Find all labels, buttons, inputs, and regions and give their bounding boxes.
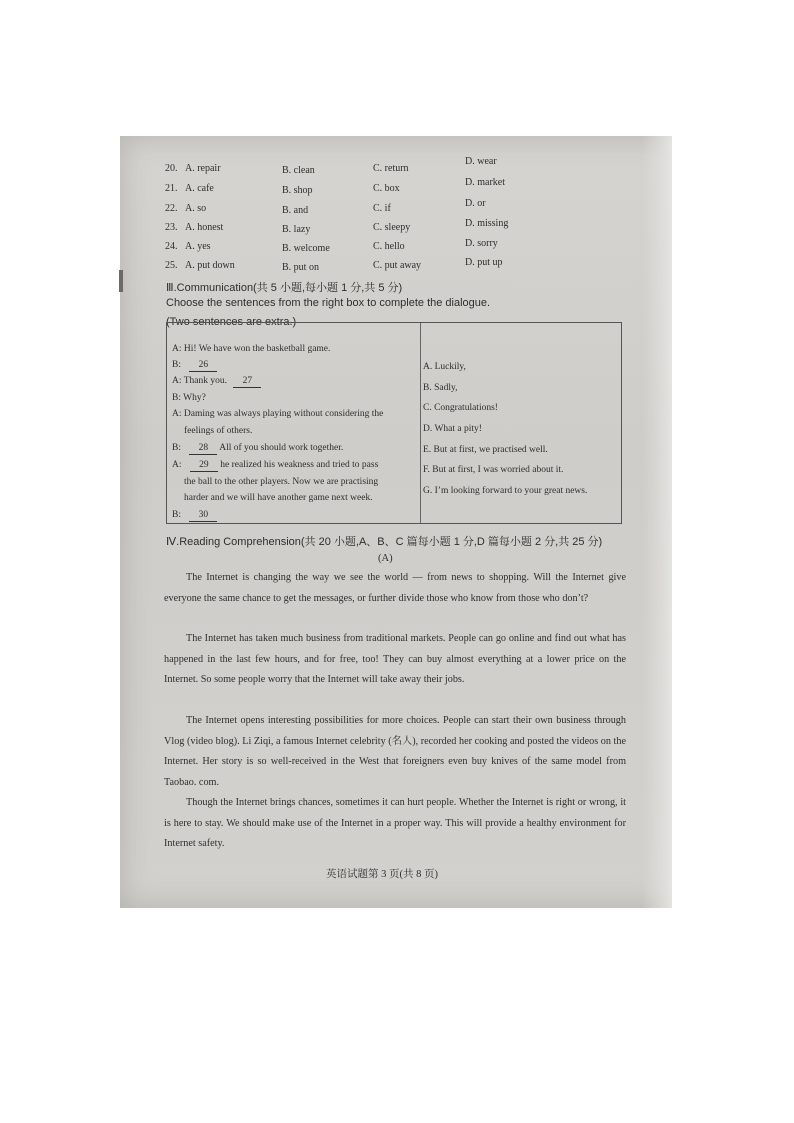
section4-title: Ⅳ.Reading Comprehension(共 20 小题,A、B、C 篇每小题 1 分,D 篇每小题 2 分,共 25 分) [166,536,603,548]
question-number: 24. [165,241,178,252]
answer-option: B. Sadly, [423,383,458,393]
answer-option: C. Congratulations! [423,403,498,413]
option-d: D. put up [465,257,503,268]
question-number: 23. [165,222,178,233]
answer-option: D. What a pity! [423,424,482,434]
option-c: C. put away [373,260,422,271]
option-d: D. market [465,177,505,188]
dialogue-line: feelings of others. [184,426,253,436]
dialogue-line: B: 30 [172,509,217,522]
option-d: D. missing [465,218,509,229]
question-number: 25. [165,260,178,271]
option-a: A. yes [185,241,211,252]
page-edge-shadow [642,136,672,908]
option-d: D. or [465,198,486,209]
passage-paragraph: The Internet is changing the way we see the world — from news to shopping. Will the Internet give everyone the same chance to get the messages, or further divide those who know from those who don’t? [164,572,626,604]
option-a: A. repair [185,163,221,174]
blank-30[interactable]: 30 [189,509,217,522]
dialogue-line: A: Thank you. 27 [172,375,261,388]
option-c: C. return [373,163,409,174]
option-a: A. put down [185,260,235,271]
option-d: D. wear [465,156,497,167]
option-b: B. clean [282,165,315,176]
dialogue-line: A: Hi! We have won the basketball game. [172,344,331,354]
option-c: C. box [373,183,400,194]
answer-option: E. But at first, we practised well. [423,445,548,455]
option-c: C. if [373,203,391,214]
option-b: B. welcome [282,243,330,254]
question-number: 22. [165,203,178,214]
question-number: 20. [165,163,178,174]
section3-instruction: Choose the sentences from the right box to complete the dialogue. [166,297,491,309]
page-footer: 英语试题第 3 页(共 8 页) [326,869,438,880]
option-a: A. honest [185,222,224,233]
option-c: C. sleepy [373,222,411,233]
blank-26[interactable]: 26 [189,359,217,372]
option-b: B. lazy [282,224,311,235]
option-a: A. so [185,203,207,214]
answer-option: G. I’m looking forward to your great news. [423,486,588,496]
dialogue-line: harder and we will have another game next week. [184,493,373,503]
blank-29[interactable]: 29 [190,459,218,472]
answer-option: A. Luckily, [423,362,466,372]
dialogue-line: A: 29 he realized his weakness and tried to pass [172,460,379,470]
passage-paragraph: The Internet opens interesting possibilities for more choices. People can start their own business through Vlog (video blog). Li Ziqi, a famous Internet celebrity (名人), recorded her cooking and posted the videos on the Internet. Her story is so well-received in the West that foreigners even buy knives of the same model from Taobao. com. [164,715,626,788]
dialogue-line: B: Why? [172,393,206,403]
passage-paragraph: The Internet has taken much business from traditional markets. People can go online and find out what has happened in the last few hours, and for free, too! They can buy almost everything at a lower price on the Internet. So some people worry that the Internet will take away their jobs. [164,633,626,685]
passage-paragraph: Though the Internet brings chances, sometimes it can hurt people. Whether the Internet is right or wrong, it is here to stay. We should make use of the Internet in a proper way. This will provide a healthy environment for Internet safety. [164,797,626,849]
section3-title: Ⅲ.Communication(共 5 小题,每小题 1 分,共 5 分) [166,282,403,294]
option-b: B. and [282,205,309,216]
passage-label: (A) [378,553,393,564]
dialogue-line: the ball to the other players. Now we are practising [184,477,379,487]
dialogue-line: A: Daming was always playing without considering the [172,409,384,419]
option-c: C. hello [373,241,405,252]
dialogue-box [166,322,622,524]
dialogue-divider [420,323,421,523]
dialogue-line: B: 28 All of you should work together. [172,443,344,453]
blank-28[interactable]: 28 [189,442,217,455]
option-d: D. sorry [465,238,498,249]
option-b: B. put on [282,262,319,273]
dialogue-line: B: 26 [172,359,217,372]
option-b: B. shop [282,185,313,196]
binding-mark [119,270,123,292]
blank-27[interactable]: 27 [233,375,261,388]
answer-option: F. But at first, I was worried about it. [423,465,564,475]
option-a: A. cafe [185,183,214,194]
section3-note: (Two sentences are extra.) [166,316,297,328]
question-number: 21. [165,183,178,194]
